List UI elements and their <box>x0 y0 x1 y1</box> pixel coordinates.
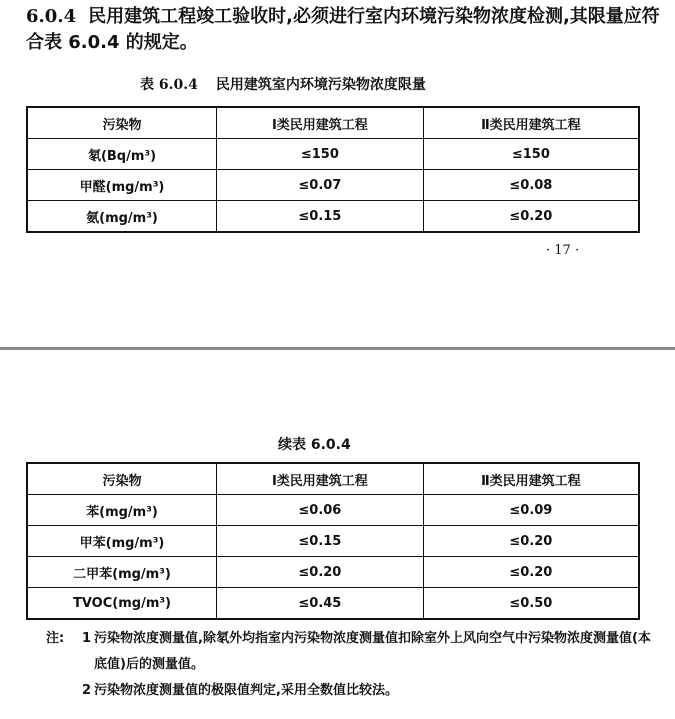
table-row <box>27 526 639 557</box>
note-text: 污染物浓度测量值,除氡外均指室内污染物浓度测量值扣除室外上风向空气中污染物浓度测量值(本底值)后的测量值。 <box>94 631 651 672</box>
continued-table-caption: 续表 6.0.4 <box>278 437 351 453</box>
table-header-row <box>27 463 639 495</box>
page-number: · 17 · <box>546 243 580 258</box>
note-text: 污染物浓度测量值的极限值判定,采用全数值比较法。 <box>94 683 398 698</box>
pollutant-name: 氨(mg/m³) <box>27 201 217 233</box>
continued-limits-table <box>26 462 640 620</box>
table-row <box>27 170 639 201</box>
class-1-limit: ≤150 <box>217 139 424 170</box>
page-divider <box>0 347 675 350</box>
class-1-limit: ≤0.15 <box>217 201 424 233</box>
class-2-limit: ≤0.50 <box>423 588 639 620</box>
header-class-1: Ⅰ类民用建筑工程 <box>217 463 424 495</box>
clause-number: 6.0.4 <box>26 6 77 27</box>
class-2-limit: ≤0.20 <box>423 201 639 233</box>
table-row <box>27 201 639 233</box>
pollutant-name: 甲醛(mg/m³) <box>27 170 217 201</box>
class-2-limit: ≤0.08 <box>423 170 639 201</box>
class-2-limit: ≤0.20 <box>423 526 639 557</box>
header-class-1: Ⅰ类民用建筑工程 <box>217 107 424 139</box>
note-item <box>46 626 661 678</box>
pollutant-limits-table <box>26 106 640 233</box>
table-row <box>27 588 639 620</box>
class-1-limit: ≤0.06 <box>217 495 424 526</box>
note-item <box>46 678 661 704</box>
pollutant-name: 甲苯(mg/m³) <box>27 526 217 557</box>
table-notes <box>46 626 661 704</box>
class-2-limit: ≤150 <box>423 139 639 170</box>
pollutant-name: TVOC(mg/m³) <box>27 588 217 620</box>
header-pollutant: 污染物 <box>27 463 217 495</box>
class-1-limit: ≤0.07 <box>217 170 424 201</box>
table-row <box>27 557 639 588</box>
note-index: 1 <box>82 631 92 646</box>
header-pollutant: 污染物 <box>27 107 217 139</box>
class-2-limit: ≤0.20 <box>423 557 639 588</box>
pollutant-name: 氡(Bq/m³) <box>27 139 217 170</box>
note-index: 2 <box>82 683 92 698</box>
pollutant-name: 苯(mg/m³) <box>27 495 217 526</box>
table-number: 表 6.0.4 <box>140 77 198 93</box>
table-header-row <box>27 107 639 139</box>
notes-label: 注: <box>46 631 65 646</box>
header-class-2: Ⅱ类民用建筑工程 <box>423 463 639 495</box>
table-title: 民用建筑室内环境污染物浓度限量 <box>215 77 426 93</box>
class-1-limit: ≤0.45 <box>217 588 424 620</box>
pollutant-name: 二甲苯(mg/m³) <box>27 557 217 588</box>
class-1-limit: ≤0.20 <box>217 557 424 588</box>
class-2-limit: ≤0.09 <box>423 495 639 526</box>
class-1-limit: ≤0.15 <box>217 526 424 557</box>
clause-paragraph <box>26 4 666 56</box>
clause-text: 民用建筑工程竣工验收时,必须进行室内环境污染物浓度检测,其限量应符合表 6.0.4 的规定。 <box>26 6 660 53</box>
table-row <box>27 139 639 170</box>
table-row <box>27 495 639 526</box>
table-caption <box>140 74 426 94</box>
header-class-2: Ⅱ类民用建筑工程 <box>423 107 639 139</box>
